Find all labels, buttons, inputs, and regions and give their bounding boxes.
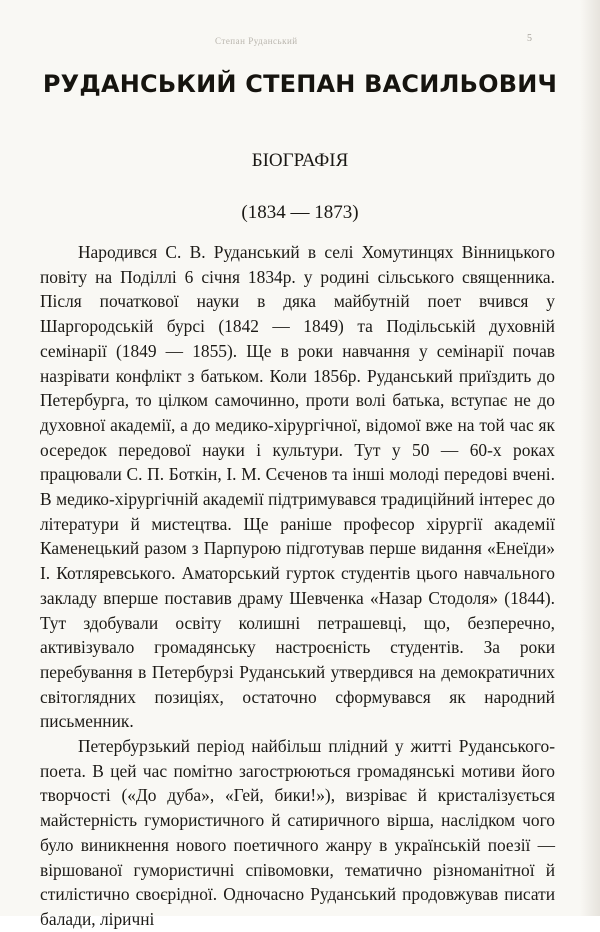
page-spine-shadow — [580, 0, 600, 916]
page-number: 5 — [527, 33, 532, 44]
paragraph: Петербурзький період найбільш плідний у житті Руданського-поета. В цей час помітно загострюються громадянські мотиви його творчості («До дуба», «Гей, бики!»), визріває й кристалізується майстерність гумористичного й сатиричного вірша, наслідком чого було виникнення нового поетичного жанру в українській поезії — віршованої гумористичні співомовки, тематично різноманітної й стилістично своєрідної. Одночасно Руданський продовжував писати балади, ліричні — [40, 736, 555, 929]
running-title: Степан Руданський — [215, 36, 298, 46]
section-subtitle: БІОГРАФІЯ — [251, 150, 349, 171]
page-title: РУДАНСЬКИЙ СТЕПАН ВАСИЛЬОВИЧ — [42, 70, 558, 98]
paragraph: Народився С. В. Руданський в селі Хомутинцях Вінницького повіту на Поділлі 6 січня 1834р. у родині сільського священника. Після початкової науки в дяка майбутній поет вчився у Шаргородській бурсі (1842 — 1849) та Подільській духовній семінарії (1849 — 1855). Ще в роки навчання у семінарії почав назрівати конфлікт з батьком. Коли 1856р. Руданський приїздить до Петербурга, то цілком самочинно, проти волі батька, вступає не до духовної академії, а до медико-хірургічної, відомої вже на той час як осередок передової науки і культури. Тут у 50 — 60-х роках працювали С. П. Боткін, І. М. Сєченов та інші молоді передові вчені. В медико-хірургічній академії підтримувався традиційний інтерес до літератури й мистецтва. Ще раніше професор хірургії академії Каменецький разом з Парпурою підготував перше видання «Енеїди» І. Котляревського. Аматорський гурток студентів цього навчального закладу вперше поставив драму Шевченка «Назар Стодоля» (1844). Тут здобували освіту колишні петрашевці, що, безперечно, активізувало громадянську настроєність студентів. За роки перебування в Петербурзі Руданський утвердився на демократичних світоглядних позиціях, остаточно сформувався як народний письменник. — [40, 242, 555, 732]
life-dates: (1834 — 1873) — [241, 202, 359, 223]
biography-text — [40, 240, 555, 932]
